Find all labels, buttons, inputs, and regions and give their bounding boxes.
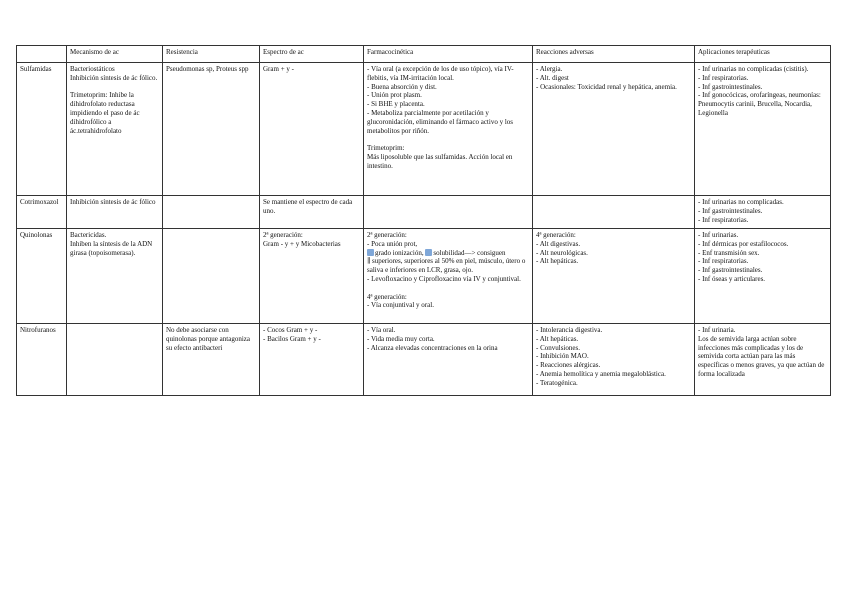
text-line: - Metaboliza parcialmente por acetilación y glucoronidación, eliminando el fármaco activo y los metabolitos por riñón. [367,108,513,135]
text-line: - Inf urinaria. [698,326,736,334]
text-line: - Alt hepáticas. [536,257,579,266]
text-line: - Vía oral (a excepción de los de uso tópico), vía IV-flebitis, vía IM-irritación local. [367,65,514,82]
cell-farmacocinetica [364,229,533,324]
text-line: - Inf gonocócicas, orofaríngeas, neumonías: Pneumocytis carinii, Brucella, Nocardia, Legionella [698,91,821,117]
text-line: - Inf respiratorias. [698,215,749,224]
text-line: - Vida media muy corta. [367,334,435,343]
text-line: - Cocos Gram + y - [263,326,318,334]
text-line: 4ª generación: [536,231,576,239]
text-line: Más liposoluble que las sulfamidas. Acción local en intestino. [367,152,513,170]
cell-drug [17,63,67,196]
text-line: - Alt neurológicas. [536,248,588,257]
text-line: ∥ superiores, superiores al 50% en piel, músculo, útero o saliva e inferiores en LCR, grasa, ojo. [367,257,526,275]
text-line: - Intolerancia digestiva. [536,326,603,334]
text-line: - Inf gastrointestinales. [698,82,763,91]
cell-aplicaciones [695,196,831,229]
cell-drug [17,229,67,324]
down-arrow-icon [367,249,374,256]
text-line: - Levofloxacino y Ciprofloxacino vía IV y conjuntival. [367,274,521,283]
text-line: - Convulsiones. [536,343,580,352]
cell-mecanismo [67,63,163,196]
text-line: - Inf gastrointestinales. [698,266,763,275]
text-line: Inhiben la síntesis de la ADN girasa (topoisomerasa). [70,239,153,257]
text-line: 2ª generación: [263,231,303,239]
text-line: - Enf transmisión sex. [698,248,760,257]
cell-farmacocinetica [364,63,533,196]
header-cell-drug [17,46,67,63]
cell-espectro [260,196,364,229]
text-line: - Vía oral. [367,326,396,334]
text-line: - Inf respiratorias. [698,73,749,82]
text-line: - Si BHE y placenta. [367,100,425,109]
up-arrow-icon [425,249,432,256]
header-row [17,46,831,63]
text-line: - Alt digestivas. [536,239,581,248]
text-line: - Alcanza elevadas concentraciones en la orina [367,343,498,352]
header-cell-aplicaciones: Aplicaciones terapéuticas [695,46,831,63]
text-line: - Reacciones alérgicas. [536,361,601,370]
text-line: - Vía conjuntival y oral. [367,301,434,310]
header-cell-resistencia: Resistencia [163,46,260,63]
table-row [17,63,831,196]
table-row [17,229,831,324]
text-line: - Inf óseas y articulares. [698,274,766,283]
text-line: - Poca unión prot, [367,239,418,248]
text-line: - Alt. digest [536,73,569,82]
cell-farmacocinetica [364,324,533,396]
text-line: Los de semivida larga actúan sobre infecciones más complicadas y los de semivida corta actúan para las más específicas o menos graves, ya que actúan de forma localizada [698,334,825,378]
text-line: Bacteriostáticos [70,65,115,73]
cell-resistencia [163,229,260,324]
cell-mecanismo [67,324,163,396]
text-fragment: solubilidad—> consiguen [433,248,506,257]
text-line: - Buena absorción y dist. [367,82,437,91]
cell-reacciones [533,229,695,324]
text-line: - Inf respiratorias. [698,257,749,266]
header-cell-espectro: Espectro de ac [260,46,364,63]
text-line: No debe asociarse con quinolonas porque antagoniza su efecto antibacteri [166,326,250,352]
text-line: - Alt hepáticas. [536,334,579,343]
drug-name: Nitrofuranos [20,326,56,334]
header-cell-reacciones: Reacciones adversas [533,46,695,63]
cell-espectro [260,324,364,396]
text-line: - Anemia hemolítica y anemia megaloblástica. [536,369,666,378]
line-gap [70,83,159,92]
line-gap [367,284,529,293]
text-line: Inhibición síntesis de ác fólico. [70,73,158,82]
text-line: - Inf urinarias no complicadas (cistitis). [698,65,809,73]
text-line: Bactericidas. [70,231,107,239]
text-line: Inhibición síntesis de ác fólico [70,198,156,206]
cell-espectro [260,63,364,196]
text-line: 2ª generación: [367,231,407,239]
header-cell-mecanismo: Mecanismo de ac [67,46,163,63]
cell-aplicaciones [695,324,831,396]
cell-reacciones [533,196,695,229]
text-line: - Inf urinarias. [698,231,739,239]
text-line: Pseudomonas sp, Proteus spp [166,65,249,73]
cell-farmacocinetica [364,196,533,229]
text-line: Gram + y - [263,65,294,73]
drug-name: Sulfamidas [20,65,52,73]
text-line: - Ocasionales: Toxicidad renal y hepática, anemia. [536,82,677,91]
cell-aplicaciones [695,229,831,324]
cell-mecanismo [67,229,163,324]
text-line: - Inhibición MAO. [536,352,589,361]
text-line: Trimetoprim: [367,144,405,153]
cell-resistencia [163,63,260,196]
cell-reacciones [533,63,695,196]
cell-espectro [260,229,364,324]
drug-name: Cotrimoxazol [20,198,59,206]
cell-resistencia [163,324,260,396]
text-line: - Unión prot plasm. [367,91,422,100]
drug-name: Quinolonas [20,231,53,239]
text-line: 4ª generación: [367,292,407,301]
text-line: - Inf gastrointestinales. [698,206,763,215]
text-line: Se mantiene el espectro de cada uno. [263,198,353,215]
cell-drug [17,324,67,396]
cell-aplicaciones [695,63,831,196]
text-line [367,249,529,258]
text-line: - Bacilos Gram + y - [263,334,321,343]
text-line: - Teratogénica. [536,378,578,387]
cell-mecanismo [67,196,163,229]
header-cell-farmacocinetica: Farmacocinética [364,46,533,63]
text-line: - Inf urinarias no complicadas. [698,198,784,206]
text-line: Trimetoprim: Inhibe la dihidrofolato reductasa impidiendo el paso de ác dihidrofólico a ác.tetrahidrofolato [70,91,140,135]
cell-reacciones [533,324,695,396]
text-line: - Alergia. [536,65,563,73]
pharmacology-table [16,45,831,396]
cell-drug [17,196,67,229]
text-line: Gram - y + y Micobacterias [263,239,341,248]
cell-resistencia [163,196,260,229]
text-line: - Inf dérmicas por estafilococos. [698,239,789,248]
table-row [17,196,831,229]
line-gap [367,135,529,144]
table-row [17,324,831,396]
text-fragment: grado ionización, [375,248,424,257]
